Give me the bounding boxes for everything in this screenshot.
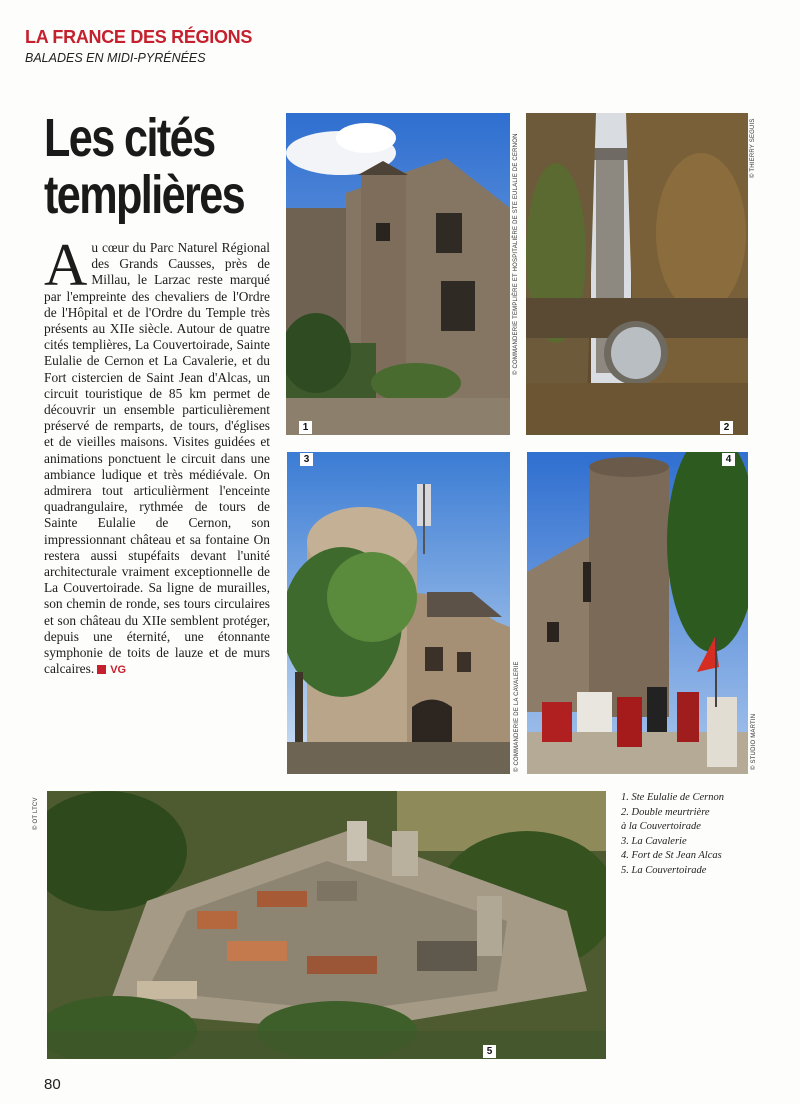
photo-credit-5: © OT LTCV bbox=[33, 797, 39, 830]
photo-captions bbox=[621, 791, 724, 878]
photo-ste-eulalie bbox=[286, 113, 510, 435]
end-mark-icon bbox=[97, 665, 106, 674]
caption-line: 3. La Cavalerie bbox=[621, 835, 687, 847]
drop-cap: A bbox=[44, 232, 88, 298]
caption-line: 2. Double meurtrière bbox=[621, 806, 710, 818]
photo-la-cavalerie bbox=[287, 452, 510, 774]
photo-credit-3: © COMMANDERIE DE LA CAVALERIE bbox=[514, 661, 520, 772]
body-text: u cœur du Parc Naturel Régional des Grands Causses, près de Millau, le Larzac reste marqué par l'empreinte des chevaliers de l'Ordre de l'Hôpital et de l'Ordre du Temple très présents au XIIe siècle. Autour de quatre cités templières, La Couvertoirade, Sainte Eulalie de Cernon et La Cavalerie, et du Fort cistercien de Saint Jean d'Alcas, un circuit touristique de 85 km permet de découvrir un ensemble particulièrement préservé de remparts, de tours, d'églises et de vieilles maisons. Visites guidées et animations ponctuent le circuit dans une ambiance ludique et très médiévale. On admirera tout articulièrment l'enceinte quadrangulaire, rythmée de tours de Sainte Eulalie de Cernon, son impressionnant château et sa fontaine On restera aussi stupéfaits devant l'unité architecturale vraiment exceptionnelle de La Couvertoirade. Sa ligne de murailles, son chemin de ronde, ses tours circulaires et son château du XIIe semblent protéger, depuis une éternité, une étonnante symphonie de toits de lauze et de murs calcaires. bbox=[44, 240, 270, 677]
photo-number-5: 5 bbox=[483, 1045, 496, 1058]
title-line-1: Les cités bbox=[44, 108, 215, 168]
caption-line: 1. Ste Eulalie de Cernon bbox=[621, 792, 724, 803]
photo-number-3: 3 bbox=[300, 453, 313, 466]
section-subtitle: BALADES EN MIDI-PYRÉNÉES bbox=[25, 51, 206, 65]
article-body bbox=[44, 232, 270, 678]
photo-double-meurtriere bbox=[526, 113, 748, 435]
photo-credit-4: © STUDIO MARTIN bbox=[751, 713, 757, 770]
photo-st-jean-alcas bbox=[527, 452, 748, 774]
caption-line: à la Couvertoirade bbox=[621, 821, 701, 832]
title-line-2: templières bbox=[44, 165, 245, 225]
photo-number-2: 2 bbox=[720, 421, 733, 434]
section-kicker: LA FRANCE DES RÉGIONS bbox=[25, 27, 253, 47]
caption-line: 4. Fort de St Jean Alcas bbox=[621, 850, 722, 861]
photo-number-1: 1 bbox=[299, 421, 312, 434]
page-number: 80 bbox=[44, 1076, 61, 1093]
photo-credit-2: © THIERRY SEGUIS bbox=[750, 118, 756, 178]
caption-line: 5. La Couvertoirade bbox=[621, 864, 707, 876]
author-signature: VG bbox=[110, 664, 127, 677]
photo-la-couvertoirade bbox=[47, 791, 606, 1059]
article-title bbox=[44, 110, 244, 224]
photo-number-4: 4 bbox=[722, 453, 735, 466]
photo-credit-1: © COMMANDERIE TEMPLIÈRE ET HOSPITALIÈRE DE STE EULALIE DE CERNON bbox=[513, 133, 519, 375]
